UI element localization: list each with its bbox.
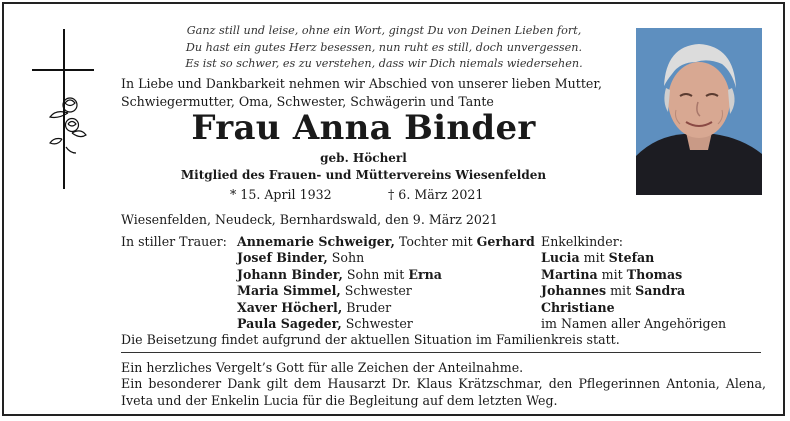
mourning-label: In stiller Trauer:	[121, 234, 227, 249]
list-item: Maria Simmel, Schwester	[237, 283, 412, 299]
thanks-line: Ein herzliches Vergelt’s Gott für alle Zeichen der Anteilnahme.	[121, 360, 524, 375]
grandchildren-label: Enkelkinder:	[541, 234, 623, 249]
list-item: Johannes mit Sandra	[541, 283, 686, 299]
list-item: Xaver Höcherl, Bruder	[237, 299, 392, 315]
birth-name: geb. Höcherl	[320, 151, 407, 165]
mourners-list	[237, 234, 535, 332]
poem	[164, 23, 604, 73]
place-date: Wiesenfelden, Neudeck, Bernhardswald, den 9. März 2021	[121, 212, 498, 227]
birth-date: * 15. April 1932	[230, 187, 332, 202]
intro-line: Schwiegermutter, Oma, Schwester, Schwägerin und Tante	[121, 94, 494, 109]
cross-with-roses-icon	[32, 29, 98, 189]
poem-line: Du hast ein gutes Herz besessen, nun ruht es still, doch unvergessen.	[185, 40, 583, 54]
notice-frame	[2, 2, 785, 416]
list-item: Christiane	[541, 299, 615, 315]
divider	[121, 352, 761, 353]
death-date: † 6. März 2021	[388, 187, 484, 202]
poem-line: Ganz still und leise, ohne ein Wort, gingst Du von Deinen Lieben fort,	[186, 24, 582, 37]
intro-line: In Liebe und Dankbarkeit nehmen wir Abschied von unserer lieben Mutter,	[121, 76, 602, 91]
poem-line: Es ist so schwer, es zu verstehen, dass wir Dich niemals wiedersehen.	[185, 57, 583, 70]
list-item: Lucia mit Stefan	[541, 250, 655, 266]
list-item: Johann Binder, Sohn mit Erna	[237, 266, 442, 282]
deceased-name: Frau Anna Binder	[191, 108, 536, 148]
list-item: Martina mit Thomas	[541, 266, 683, 282]
list-item: Paula Sageder, Schwester	[237, 316, 413, 332]
portrait-image	[636, 28, 762, 195]
list-item: Annemarie Schweiger, Tochter mit Gerhard	[237, 234, 535, 249]
grandchildren-list	[541, 234, 726, 332]
thanks-paragraph: Ein besonderer Dank gilt dem Hausarzt Dr. Klaus Krätzschmar, den Pflegerinnen Antonia, Alena, Iveta und der Enkelin Lucia für die Begleitung auf dem letzten Weg.	[121, 376, 766, 408]
portrait-photo	[636, 28, 762, 195]
list-item: Josef Binder, Sohn	[237, 250, 365, 266]
relatives-line: im Namen aller Angehörigen	[541, 316, 727, 332]
membership: Mitglied des Frauen- und Müttervereins Wiesenfelden	[180, 168, 547, 182]
burial-note: Die Beisetzung findet aufgrund der aktuellen Situation im Familienkreis statt.	[121, 332, 620, 347]
